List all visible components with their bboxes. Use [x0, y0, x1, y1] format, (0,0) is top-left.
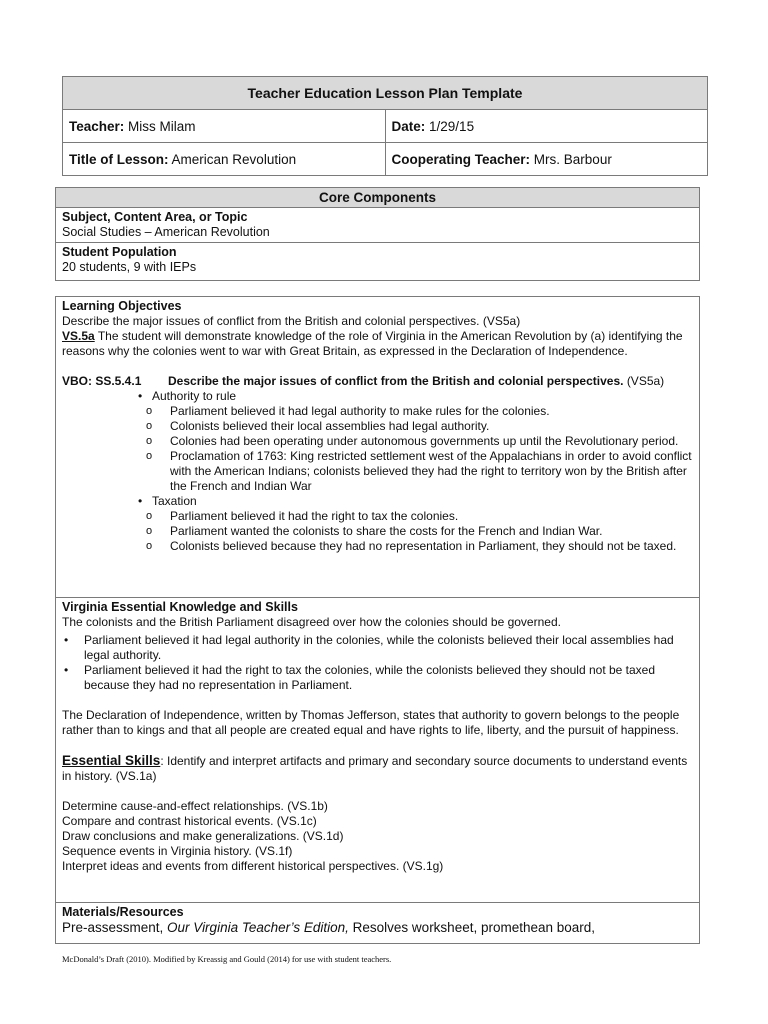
date-value: 1/29/15	[429, 118, 475, 134]
vs-text: The student will demonstrate knowledge of the role of Virginia in the American Revolution by (a) identifying the reasons why the colonies went to war with Great Britain, as expressed in the Declaration of Independence.	[62, 329, 683, 358]
essential-skills-paragraph	[62, 753, 693, 784]
vaeks-section	[56, 597, 699, 902]
objective-line: Describe the major issues of conflict from the British and colonial perspectives. (VS5a)	[62, 314, 521, 328]
list-item	[62, 389, 693, 494]
materials-section	[56, 902, 699, 937]
list-item: o Parliament believed it had the right to tax the colonies.	[62, 509, 693, 524]
materials-text	[62, 920, 693, 935]
cooperating-teacher-cell	[385, 143, 708, 176]
core-components-title: Core Components	[56, 188, 699, 208]
skill-line: Sequence events in Virginia history. (VS.1f)	[62, 844, 293, 858]
vs-code: VS.5a	[62, 329, 95, 343]
learning-objectives-title: Learning Objectives	[62, 299, 182, 313]
date-cell	[385, 110, 708, 143]
core-components-box	[55, 187, 700, 281]
subject-value: Social Studies – American Revolution	[62, 225, 270, 239]
cooperating-teacher-value: Mrs. Barbour	[533, 151, 612, 167]
header-table	[62, 76, 708, 176]
materials-text-italic: Our Virginia Teacher’s Edition,	[167, 920, 349, 935]
taxation-label: Taxation	[152, 494, 197, 508]
teacher-label: Teacher:	[69, 118, 125, 134]
list-item: o Colonists believed their local assemblies had legal authority.	[62, 419, 693, 434]
list-item: o Colonists believed because they had no representation in Parliament, they should not be taxed.	[62, 539, 693, 554]
list-item	[62, 494, 693, 554]
population-section	[56, 242, 699, 277]
list-item: o Proclamation of 1763: King restricted settlement west of the Appalachians in order to avoid conflict with the American Indians; colonists believed they had the right to territory won by the British after the French and Indian War	[62, 449, 693, 494]
list-item: • Parliament believed it had legal authority in the colonies, while the colonists believed their local assemblies had legal authority.	[62, 633, 693, 663]
learning-objectives-section	[56, 297, 699, 597]
objective-bullets	[62, 389, 693, 554]
materials-text-b: Resolves worksheet, promethean board,	[348, 920, 596, 935]
essential-skills-label: Essential Skills	[62, 753, 161, 768]
skill-line: Interpret ideas and events from different historical perspectives. (VS.1g)	[62, 859, 444, 873]
teacher-cell	[63, 110, 386, 143]
skill-line: Determine cause-and-effect relationships. (VS.1b)	[62, 799, 328, 813]
essential-skills-text: : Identify and interpret artifacts and primary and secondary source documents to understand events in history. (VS.1a)	[62, 754, 688, 783]
vbo-line	[62, 374, 693, 389]
list-item: o Colonies had been operating under autonomous governments up until the Revolutionary period.	[62, 434, 693, 449]
lesson-title-cell	[63, 143, 386, 176]
declaration-paragraph: The Declaration of Independence, written by Thomas Jefferson, states that authority to govern belongs to the people rather than to kings and that all people are created equal and have rights to life, liberty, and the pursuit of happiness.	[62, 708, 680, 737]
list-item: o Parliament believed it had legal authority to make rules for the colonies.	[62, 404, 693, 419]
vbo-text: Describe the major issues of conflict from the British and colonial perspectives.	[168, 374, 624, 388]
vbo-code: VBO: SS.5.4.1	[62, 374, 142, 388]
list-item: o Parliament wanted the colonists to share the costs for the French and Indian War.	[62, 524, 693, 539]
list-item: • Parliament believed it had the right to tax the colonies, while the colonists believed they should not be taxed because they had no representation in Parliament.	[62, 663, 693, 693]
vaeks-bullets	[62, 633, 693, 693]
materials-text-a: Pre-assessment,	[62, 920, 168, 935]
skill-line: Compare and contrast historical events. (VS.1c)	[62, 814, 317, 828]
objectives-box	[55, 296, 700, 944]
vs-standard	[62, 329, 693, 359]
lesson-title-value: American Revolution	[171, 151, 297, 167]
vbo-ref: (VS5a)	[626, 374, 665, 388]
cooperating-teacher-label: Cooperating Teacher:	[391, 151, 531, 167]
authority-label: Authority to rule	[152, 389, 237, 403]
subject-label: Subject, Content Area, or Topic	[62, 210, 248, 224]
subject-section	[56, 208, 699, 242]
population-value: 20 students, 9 with IEPs	[62, 260, 197, 274]
lesson-title-label: Title of Lesson:	[69, 151, 169, 167]
footer-note: McDonald’s Draft (2010). Modified by Kreassig and Gould (2014) for use with student teachers.	[62, 954, 392, 964]
skill-line: Draw conclusions and make generalizations. (VS.1d)	[62, 829, 344, 843]
authority-list	[152, 404, 693, 494]
population-label: Student Population	[62, 245, 177, 259]
date-label: Date:	[391, 118, 426, 134]
teacher-value: Miss Milam	[128, 118, 196, 134]
vaeks-title: Virginia Essential Knowledge and Skills	[62, 600, 298, 614]
materials-title: Materials/Resources	[62, 905, 184, 919]
taxation-list	[152, 509, 693, 554]
vaeks-intro: The colonists and the British Parliament disagreed over how the colonies should be governed.	[62, 615, 561, 629]
template-title: Teacher Education Lesson Plan Template	[63, 77, 708, 110]
